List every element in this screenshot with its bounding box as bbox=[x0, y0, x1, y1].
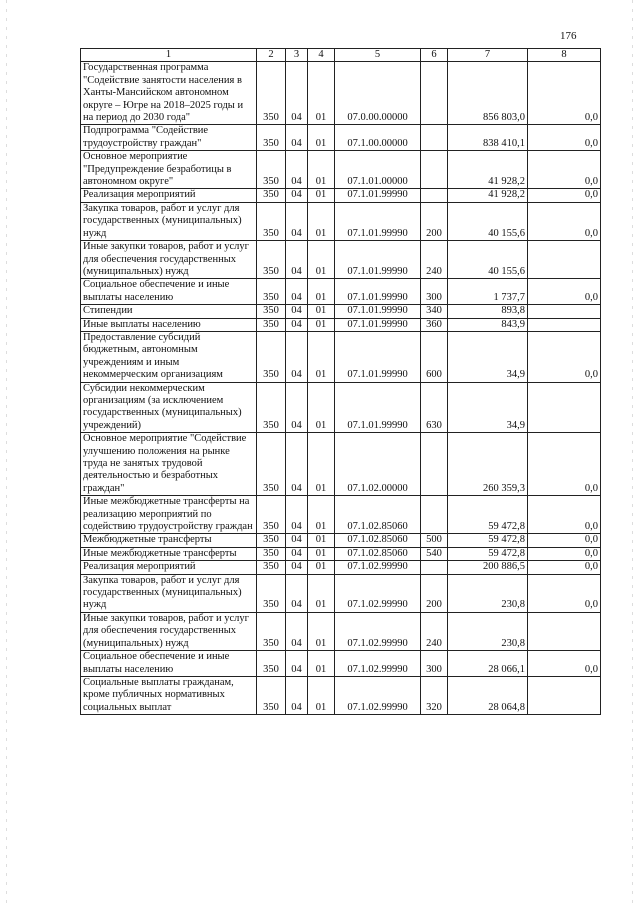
section-cell: 04 bbox=[286, 534, 308, 547]
federal-amount-cell: 0,0 bbox=[528, 189, 601, 202]
admin-code-cell: 350 bbox=[257, 189, 286, 202]
scan-edge-right bbox=[632, 0, 633, 905]
federal-amount-cell bbox=[528, 612, 601, 650]
page-number: 176 bbox=[560, 30, 577, 42]
admin-code-cell: 350 bbox=[257, 125, 286, 151]
federal-amount-cell: 0,0 bbox=[528, 279, 601, 305]
subsection-cell: 01 bbox=[308, 561, 335, 574]
row-name-cell: Социальное обеспечение и иные выплаты населению bbox=[81, 651, 257, 677]
row-name-cell: Иные выплаты населению bbox=[81, 318, 257, 331]
table-header-row bbox=[81, 49, 601, 62]
expense-type-cell: 200 bbox=[421, 202, 448, 240]
target-article-cell: 07.1.02.85060 bbox=[335, 496, 421, 534]
amount-cell: 28 064,8 bbox=[448, 676, 528, 714]
amount-cell: 40 155,6 bbox=[448, 241, 528, 279]
section-cell: 04 bbox=[286, 279, 308, 305]
target-article-cell: 07.1.01.99990 bbox=[335, 331, 421, 382]
row-name-cell: Межбюджетные трансферты bbox=[81, 534, 257, 547]
target-article-cell: 07.1.02.85060 bbox=[335, 534, 421, 547]
row-name-cell: Закупка товаров, работ и услуг для государственных (муниципальных) нужд bbox=[81, 574, 257, 612]
row-name-cell: Реализация мероприятий bbox=[81, 561, 257, 574]
subsection-cell: 01 bbox=[308, 331, 335, 382]
federal-amount-cell: 0,0 bbox=[528, 561, 601, 574]
expense-type-cell: 500 bbox=[421, 534, 448, 547]
section-cell: 04 bbox=[286, 318, 308, 331]
column-header: 7 bbox=[448, 49, 528, 62]
target-article-cell: 07.1.00.00000 bbox=[335, 125, 421, 151]
section-cell: 04 bbox=[286, 547, 308, 560]
admin-code-cell: 350 bbox=[257, 496, 286, 534]
subsection-cell: 01 bbox=[308, 496, 335, 534]
column-header: 8 bbox=[528, 49, 601, 62]
target-article-cell: 07.1.02.99990 bbox=[335, 561, 421, 574]
table-row bbox=[81, 496, 601, 534]
table-row bbox=[81, 534, 601, 547]
expense-type-cell bbox=[421, 561, 448, 574]
federal-amount-cell: 0,0 bbox=[528, 202, 601, 240]
row-name-cell: Стипендии bbox=[81, 305, 257, 318]
subsection-cell: 01 bbox=[308, 279, 335, 305]
subsection-cell: 01 bbox=[308, 318, 335, 331]
expense-type-cell: 540 bbox=[421, 547, 448, 560]
target-article-cell: 07.1.01.99990 bbox=[335, 305, 421, 318]
amount-cell: 40 155,6 bbox=[448, 202, 528, 240]
admin-code-cell: 350 bbox=[257, 561, 286, 574]
amount-cell: 34,9 bbox=[448, 382, 528, 433]
amount-cell: 59 472,8 bbox=[448, 496, 528, 534]
table-row bbox=[81, 202, 601, 240]
federal-amount-cell bbox=[528, 382, 601, 433]
row-name-cell: Государственная программа "Содействие занятости населения в Ханты-Мансийском автономном округе – Югре на 2018–2025 годы и на период до 2030 года" bbox=[81, 62, 257, 125]
federal-amount-cell bbox=[528, 676, 601, 714]
admin-code-cell: 350 bbox=[257, 151, 286, 189]
amount-cell: 230,8 bbox=[448, 574, 528, 612]
scan-edge-left bbox=[6, 0, 7, 905]
table-row bbox=[81, 331, 601, 382]
section-cell: 04 bbox=[286, 151, 308, 189]
section-cell: 04 bbox=[286, 561, 308, 574]
expense-type-cell: 630 bbox=[421, 382, 448, 433]
admin-code-cell: 350 bbox=[257, 547, 286, 560]
table-row bbox=[81, 125, 601, 151]
subsection-cell: 01 bbox=[308, 189, 335, 202]
subsection-cell: 01 bbox=[308, 241, 335, 279]
target-article-cell: 07.1.02.99990 bbox=[335, 676, 421, 714]
column-header: 6 bbox=[421, 49, 448, 62]
expense-type-cell: 300 bbox=[421, 651, 448, 677]
row-name-cell: Иные межбюджетные трансферты на реализацию мероприятий по содействию трудоустройству граждан bbox=[81, 496, 257, 534]
section-cell: 04 bbox=[286, 612, 308, 650]
expense-type-cell bbox=[421, 189, 448, 202]
row-name-cell: Социальные выплаты гражданам, кроме публичных нормативных социальных выплат bbox=[81, 676, 257, 714]
section-cell: 04 bbox=[286, 331, 308, 382]
table-row bbox=[81, 189, 601, 202]
amount-cell: 59 472,8 bbox=[448, 547, 528, 560]
admin-code-cell: 350 bbox=[257, 651, 286, 677]
admin-code-cell: 350 bbox=[257, 433, 286, 496]
column-header: 1 bbox=[81, 49, 257, 62]
federal-amount-cell: 0,0 bbox=[528, 433, 601, 496]
expense-type-cell bbox=[421, 151, 448, 189]
federal-amount-cell: 0,0 bbox=[528, 125, 601, 151]
table-row bbox=[81, 574, 601, 612]
target-article-cell: 07.1.02.00000 bbox=[335, 433, 421, 496]
column-header: 4 bbox=[308, 49, 335, 62]
admin-code-cell: 350 bbox=[257, 305, 286, 318]
row-name-cell: Основное мероприятие "Предупреждение безработицы в автономном округе" bbox=[81, 151, 257, 189]
table-row bbox=[81, 651, 601, 677]
row-name-cell: Подпрограмма "Содействие трудоустройству граждан" bbox=[81, 125, 257, 151]
table-row bbox=[81, 305, 601, 318]
expense-type-cell: 320 bbox=[421, 676, 448, 714]
federal-amount-cell: 0,0 bbox=[528, 151, 601, 189]
target-article-cell: 07.1.02.99990 bbox=[335, 612, 421, 650]
amount-cell: 260 359,3 bbox=[448, 433, 528, 496]
section-cell: 04 bbox=[286, 305, 308, 318]
table-row bbox=[81, 676, 601, 714]
table-row bbox=[81, 612, 601, 650]
row-name-cell: Иные закупки товаров, работ и услуг для обеспечения государственных (муниципальных) нужд bbox=[81, 241, 257, 279]
table-row bbox=[81, 241, 601, 279]
target-article-cell: 07.1.01.99990 bbox=[335, 279, 421, 305]
target-article-cell: 07.1.01.00000 bbox=[335, 151, 421, 189]
table-row bbox=[81, 433, 601, 496]
amount-cell: 59 472,8 bbox=[448, 534, 528, 547]
row-name-cell: Основное мероприятие "Содействие улучшению положения на рынке труда не занятых трудовой деятельностью и безработных граждан" bbox=[81, 433, 257, 496]
federal-amount-cell: 0,0 bbox=[528, 331, 601, 382]
federal-amount-cell bbox=[528, 318, 601, 331]
column-header: 5 bbox=[335, 49, 421, 62]
expense-type-cell: 200 bbox=[421, 574, 448, 612]
target-article-cell: 07.1.01.99990 bbox=[335, 202, 421, 240]
target-article-cell: 07.1.01.99990 bbox=[335, 189, 421, 202]
section-cell: 04 bbox=[286, 62, 308, 125]
subsection-cell: 01 bbox=[308, 151, 335, 189]
subsection-cell: 01 bbox=[308, 305, 335, 318]
table-row bbox=[81, 279, 601, 305]
expense-type-cell bbox=[421, 433, 448, 496]
target-article-cell: 07.1.01.99990 bbox=[335, 318, 421, 331]
amount-cell: 41 928,2 bbox=[448, 189, 528, 202]
admin-code-cell: 350 bbox=[257, 574, 286, 612]
subsection-cell: 01 bbox=[308, 202, 335, 240]
row-name-cell: Субсидии некоммерческим организациям (за исключением государственных (муниципальных) учреждений) bbox=[81, 382, 257, 433]
federal-amount-cell bbox=[528, 305, 601, 318]
table-body bbox=[81, 62, 601, 715]
target-article-cell: 07.1.02.99990 bbox=[335, 574, 421, 612]
row-name-cell: Реализация мероприятий bbox=[81, 189, 257, 202]
admin-code-cell: 350 bbox=[257, 279, 286, 305]
federal-amount-cell bbox=[528, 241, 601, 279]
row-name-cell: Закупка товаров, работ и услуг для государственных (муниципальных) нужд bbox=[81, 202, 257, 240]
target-article-cell: 07.0.00.00000 bbox=[335, 62, 421, 125]
amount-cell: 856 803,0 bbox=[448, 62, 528, 125]
federal-amount-cell: 0,0 bbox=[528, 651, 601, 677]
admin-code-cell: 350 bbox=[257, 331, 286, 382]
admin-code-cell: 350 bbox=[257, 612, 286, 650]
subsection-cell: 01 bbox=[308, 382, 335, 433]
admin-code-cell: 350 bbox=[257, 318, 286, 331]
row-name-cell: Предоставление субсидий бюджетным, автономным учреждениям и иным некоммерческим организациям bbox=[81, 331, 257, 382]
expense-type-cell bbox=[421, 125, 448, 151]
row-name-cell: Иные закупки товаров, работ и услуг для обеспечения государственных (муниципальных) нужд bbox=[81, 612, 257, 650]
amount-cell: 28 066,1 bbox=[448, 651, 528, 677]
row-name-cell: Иные межбюджетные трансферты bbox=[81, 547, 257, 560]
amount-cell: 200 886,5 bbox=[448, 561, 528, 574]
admin-code-cell: 350 bbox=[257, 382, 286, 433]
target-article-cell: 07.1.01.99990 bbox=[335, 241, 421, 279]
target-article-cell: 07.1.02.99990 bbox=[335, 651, 421, 677]
section-cell: 04 bbox=[286, 202, 308, 240]
admin-code-cell: 350 bbox=[257, 202, 286, 240]
expense-type-cell: 600 bbox=[421, 331, 448, 382]
expense-type-cell bbox=[421, 496, 448, 534]
table-row bbox=[81, 318, 601, 331]
amount-cell: 1 737,7 bbox=[448, 279, 528, 305]
section-cell: 04 bbox=[286, 574, 308, 612]
admin-code-cell: 350 bbox=[257, 241, 286, 279]
section-cell: 04 bbox=[286, 241, 308, 279]
expense-type-cell: 240 bbox=[421, 612, 448, 650]
admin-code-cell: 350 bbox=[257, 676, 286, 714]
amount-cell: 41 928,2 bbox=[448, 151, 528, 189]
row-name-cell: Социальное обеспечение и иные выплаты населению bbox=[81, 279, 257, 305]
admin-code-cell: 350 bbox=[257, 534, 286, 547]
federal-amount-cell: 0,0 bbox=[528, 574, 601, 612]
federal-amount-cell: 0,0 bbox=[528, 547, 601, 560]
section-cell: 04 bbox=[286, 125, 308, 151]
subsection-cell: 01 bbox=[308, 534, 335, 547]
expense-type-cell: 340 bbox=[421, 305, 448, 318]
subsection-cell: 01 bbox=[308, 612, 335, 650]
federal-amount-cell: 0,0 bbox=[528, 496, 601, 534]
expense-type-cell: 240 bbox=[421, 241, 448, 279]
target-article-cell: 07.1.02.85060 bbox=[335, 547, 421, 560]
table-row bbox=[81, 382, 601, 433]
admin-code-cell: 350 bbox=[257, 62, 286, 125]
subsection-cell: 01 bbox=[308, 676, 335, 714]
section-cell: 04 bbox=[286, 433, 308, 496]
section-cell: 04 bbox=[286, 651, 308, 677]
amount-cell: 838 410,1 bbox=[448, 125, 528, 151]
subsection-cell: 01 bbox=[308, 574, 335, 612]
expense-type-cell bbox=[421, 62, 448, 125]
column-header: 3 bbox=[286, 49, 308, 62]
table-row bbox=[81, 151, 601, 189]
budget-table bbox=[80, 48, 601, 715]
amount-cell: 34,9 bbox=[448, 331, 528, 382]
table-row bbox=[81, 561, 601, 574]
expense-type-cell: 360 bbox=[421, 318, 448, 331]
expense-type-cell: 300 bbox=[421, 279, 448, 305]
table-row bbox=[81, 62, 601, 125]
section-cell: 04 bbox=[286, 496, 308, 534]
subsection-cell: 01 bbox=[308, 125, 335, 151]
subsection-cell: 01 bbox=[308, 433, 335, 496]
column-header: 2 bbox=[257, 49, 286, 62]
target-article-cell: 07.1.01.99990 bbox=[335, 382, 421, 433]
federal-amount-cell: 0,0 bbox=[528, 534, 601, 547]
section-cell: 04 bbox=[286, 382, 308, 433]
amount-cell: 843,9 bbox=[448, 318, 528, 331]
amount-cell: 230,8 bbox=[448, 612, 528, 650]
subsection-cell: 01 bbox=[308, 547, 335, 560]
table-row bbox=[81, 547, 601, 560]
subsection-cell: 01 bbox=[308, 651, 335, 677]
section-cell: 04 bbox=[286, 676, 308, 714]
federal-amount-cell: 0,0 bbox=[528, 62, 601, 125]
section-cell: 04 bbox=[286, 189, 308, 202]
subsection-cell: 01 bbox=[308, 62, 335, 125]
amount-cell: 893,8 bbox=[448, 305, 528, 318]
